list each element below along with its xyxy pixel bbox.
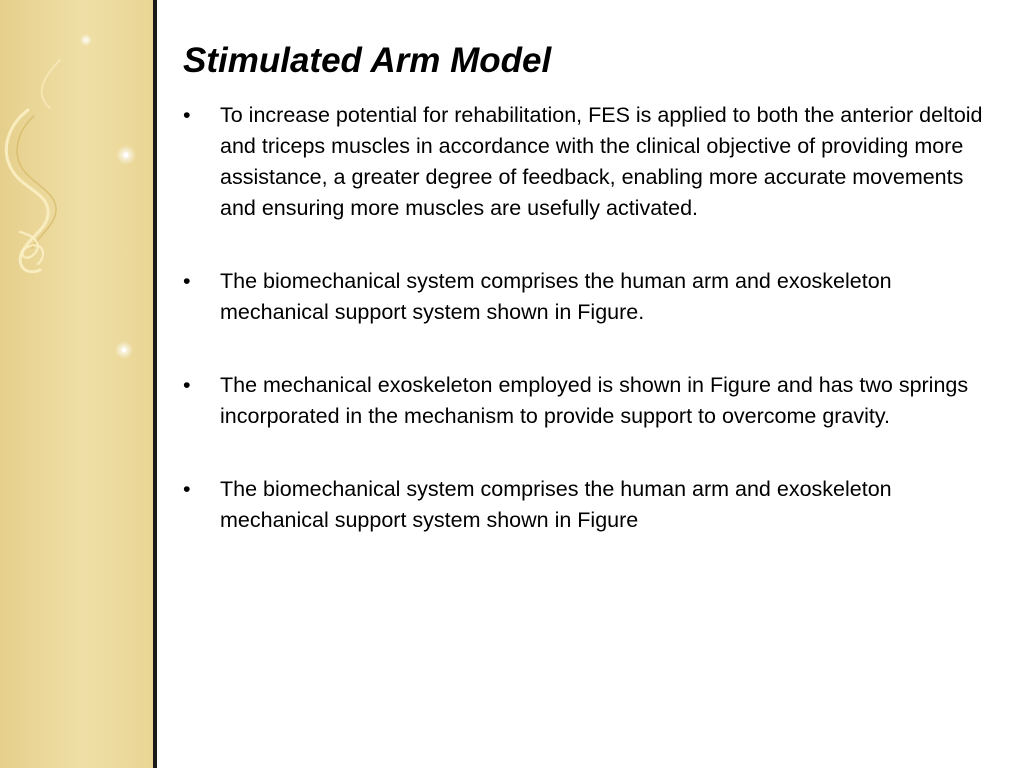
bullet-marker: • [183, 373, 191, 397]
sparkle-icon [115, 341, 133, 359]
bullet-item [183, 266, 983, 328]
decorative-side-panel [0, 0, 153, 768]
bullet-item [183, 100, 983, 224]
panel-divider-rule [153, 0, 157, 768]
bullet-text: The biomechanical system comprises the human arm and exoskeleton mechanical support system shown in Figure [220, 477, 892, 532]
bullet-marker: • [183, 269, 191, 293]
sparkle-icon [116, 145, 136, 165]
bullet-marker: • [183, 103, 191, 127]
sparkle-icon [80, 34, 92, 46]
bullet-marker: • [183, 477, 191, 501]
bullet-list [183, 100, 983, 578]
bullet-item [183, 370, 983, 432]
bullet-text: The biomechanical system comprises the human arm and exoskeleton mechanical support system shown in Figure. [220, 269, 892, 324]
bullet-text: The mechanical exoskeleton employed is shown in Figure and has two springs incorporated in the mechanism to provide support to overcome gravity. [220, 373, 969, 428]
bullet-item [183, 474, 983, 536]
gold-ribbon-streamer-icon [0, 0, 153, 768]
slide-title: Stimulated Arm Model [183, 41, 552, 80]
bullet-text: To increase potential for rehabilitation, FES is applied to both the anterior deltoid and triceps muscles in accordance with the clinical objective of providing more assistance, a greater degree of feedback, enabling more accurate movements and ensuring more muscles are usefully activated. [220, 103, 983, 220]
